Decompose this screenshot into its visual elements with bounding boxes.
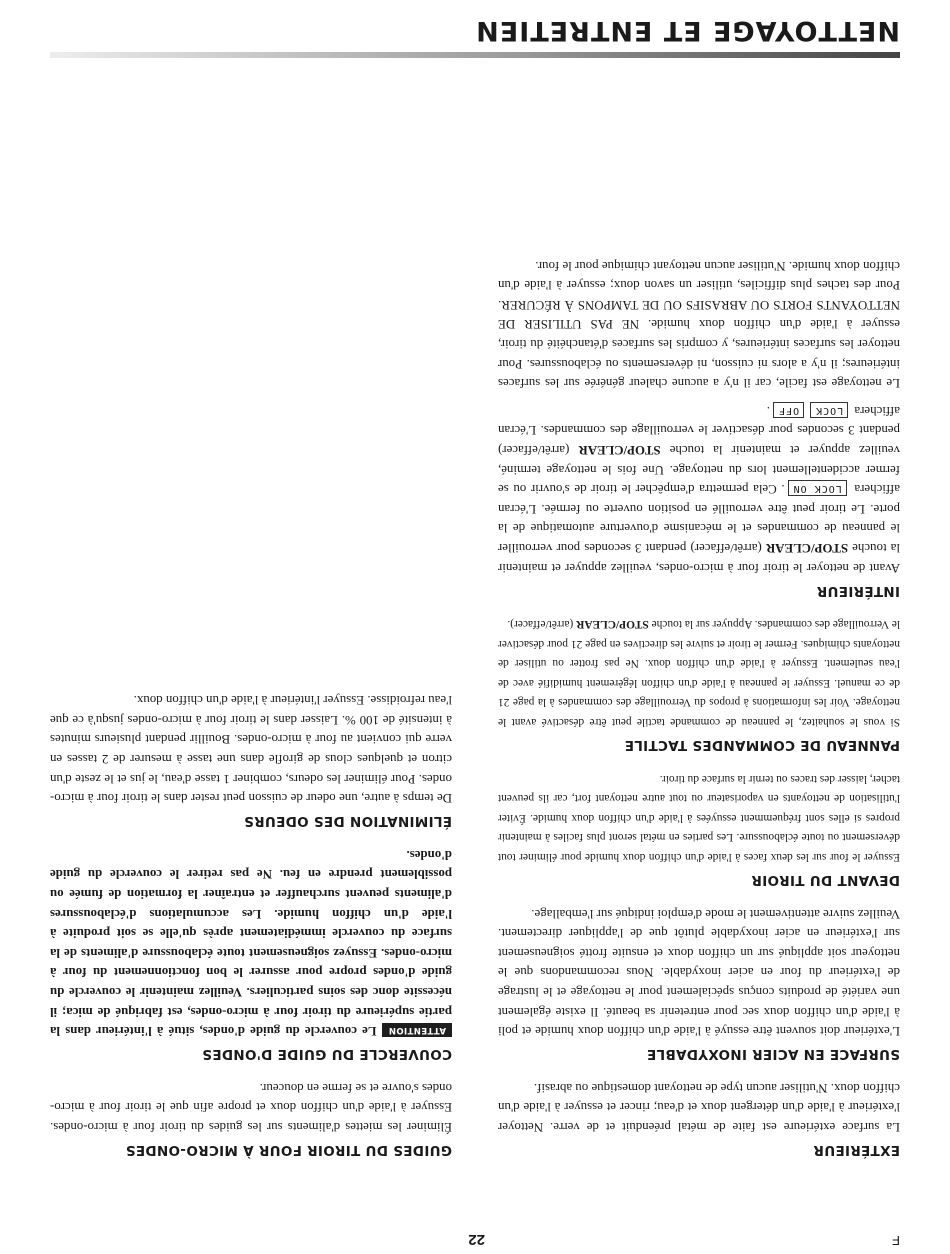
section-heading: EXTÉRIEUR	[813, 1142, 900, 1158]
section-heading: INTÉRIEUR	[816, 582, 900, 599]
page-title: NETTOYAGE ET ENTRETIEN	[475, 15, 900, 46]
text-run: (arrêt/effacer).	[507, 618, 574, 631]
section-heading: COUVERCLE DU GUIDE D'ONDES	[202, 1046, 452, 1063]
lcd-off-display: OFF	[773, 402, 804, 418]
section-exterior	[498, 1077, 900, 1158]
section-stainless	[498, 903, 900, 1062]
lcd-lock-on-display: LOCK ON	[788, 480, 847, 496]
stop-clear-key-label: STOP/CLEAR	[576, 618, 649, 631]
text-run: (arrêt/effacer) pendant 3 secondes pour désactiver le verrouillage des commandes. L'écran affichera	[498, 403, 900, 457]
section-text: Le nettoyage est facile, car il n'y a aucune chaleur générée sur les surfaces intérieures; il n'y a alors ni cuisson, ni déversements ou éclaboussures. Pour nettoyer les surfaces intérieures, y compris les surfaces d'étanchéité du tiroir, essuyer à l'aide d'un chiffon doux humide. NE PAS UTILISER DE NETTOYANTS FORTS OU ABRASIFS OU DE TAMPONS À RÉCURER. Pour des taches plus difficiles, utiliser un savon doux; essuyer à l'aide d'un chiffon doux humide. N'utiliser aucun nettoyant chimique pour le four.	[498, 258, 900, 391]
text-run: Avant de nettoyer le tiroir four à micro-ondes, veuillez appuyer et maintenir la touche	[498, 540, 900, 575]
left-column	[498, 240, 900, 1158]
section-drawer-front	[498, 768, 900, 888]
title-rule	[50, 52, 900, 58]
text-run: Si vous le souhaitez, le panneau de commande tactile peut être désactivé avant le nettoyage. Voir les informations à propos du Verrouillage des commandes à la page 21 de ce manuel. Essuyer le panneau à l'aide d'un chiffon légèrement humidifié avec de l'eau seulement. Essuyer à l'aide d'un chiffon doux. Ne pas frotter ou utiliser de nettoyants chimiques. Fermer le tiroir et suivre les directives en page 21 pour désactiver le Verrouillage des commandes. Appuyer sur la touche	[498, 618, 900, 729]
section-text	[50, 844, 452, 1040]
section-text: Éliminer les miettes d'aliments sur les guides du tiroir four à micro-ondes. Essuyer à l'aide d'un chiffon doux et propre afin que le tiroir four à micro-ondes s'ouvre et se ferme en douceur.	[50, 1080, 452, 1134]
section-text: L'extérieur doit souvent être essuyé à l'aide d'un chiffon doux humide et poli à l'aide d'un chiffon doux sec pour entretenir sa beauté. Il existe également une variété de produits conçus spécialement pour le nettoyage et le lustrage de l'extérieur du four en acier inoxydable. Nous recommandons que le nettoyeur soit appliqué sur un chiffon doux et ensuite frotté soigneusement sur l'extérieur en acier inoxydable plutôt que de l'appliquer directement. Veuillez suivre attentivement le mode d'emploi indiqué sur l'emballage.	[498, 906, 900, 1039]
section-control-panel	[498, 614, 900, 754]
text-run: (arrêt/effacer) pendant 3 secondes pour verrouiller le panneau de commandes et le mécanisme d'ouverture automatique de la porte. Le tiroir peut être verrouillé en position ouverte ou fermée. L'écran affichera	[498, 482, 900, 555]
stop-clear-key-label: STOP/CLEAR	[578, 442, 661, 457]
attention-badge: ATTENTION	[382, 1023, 452, 1037]
section-text	[498, 614, 900, 732]
section-heading: PANNEAU DE COMMANDES TACTILE	[624, 737, 900, 754]
section-waveguide-cover	[50, 844, 452, 1062]
right-column	[50, 675, 452, 1158]
section-text: Avant de nettoyer le tiroir four à micro-ondes, veuillez appuyer et maintenir la touche STOP/CLEAR (arrêt/effacer) pendant 3 secondes pour verrouiller le panneau de commandes et le mécanisme d'ouverture automatique de la porte. Le tiroir peut être verrouillé en position ouverte ou fermée. L'écran affichera LOCK ON. Cela permettra d'empêcher le tiroir de s'ouvrir ou se fermer accidentellement lors du nettoyage. Une fois le nettoyage terminé, veuillez appuyer et maintenir la touche STOP/CLEAR (arrêt/effacer) pendant 3 secondes pour désactiver le verrouillage des commandes. L'écran affichera LOCKOFF.	[498, 403, 900, 575]
section-heading: SURFACE EN ACIER INOXYDABLE	[646, 1046, 900, 1063]
section-heading: ÉLIMINATION DES ODEURS	[243, 813, 452, 830]
section-text: Essuyer le four sur les deux faces à l'aide d'un chiffon doux humide pour éliminer tout déversement ou toute éclaboussure. Les parties en métal seront plus faciles à maintenir propres si elles sont fréquemment essuyées à l'aide d'un chiffon doux humide. Éviter l'utilisation de nettoyants en vaporisateur ou tout autre nettoyant fort, car ils peuvent tacher, laisser des traces ou ternir la surface du tiroir.	[498, 772, 900, 864]
section-text: La surface extérieure est faite de métal préenduit et de verre. Nettoyer l'extérieur à l'aide d'un détergent doux et d'eau; rincer et essuyer à l'aide d'un chiffon doux. N'utiliser aucun type de nettoyant domestique ou abrasif.	[498, 1080, 900, 1134]
stop-clear-key-label: STOP/CLEAR	[765, 540, 849, 555]
lcd-lock-display: LOCK	[810, 402, 848, 418]
section-text: De temps à autre, une odeur de cuisson peut rester dans le tiroir four à micro-ondes. Pour éliminer les odeurs, combiner 1 tasse d'eau, le jus et le zeste d'un citron et quelques clous de girofle dans une tasse à mesurer de 2 tasses en verre qui convient au four à micro-ondes. Bouillir pendant plusieurs minutes à intensité de 100 %. Laisser dans le tiroir four à micro-ondes jusqu'à ce que l'eau refroidisse. Essuyer l'intérieur à l'aide d'un chiffon doux.	[50, 693, 452, 806]
text-run: . Cela permettra d'empêcher le tiroir de s'ouvrir ou se fermer accidentellement lors du nettoyage. Une fois le nettoyage terminé, veuillez appuyer et maintenir la touche	[498, 442, 900, 497]
section-drawer-guides	[50, 1077, 452, 1158]
page-language-letter: F	[892, 1233, 900, 1248]
section-heading: GUIDES DU TIROIR FOUR À MICRO-ONDES	[125, 1142, 452, 1158]
section-odor-removal	[50, 690, 452, 830]
section-heading: DEVANT DU TIROIR	[751, 872, 900, 889]
page-number: 22	[468, 1231, 485, 1248]
section-interior	[498, 255, 900, 599]
text-run: Le couvercle du guide d'ondes, situé à l'intérieur dans la partie supérieure du tiroir four à micro-ondes, est fabriqué de mica; il nécessite donc des soins particuliers. Veuillez maintenir le couvercle du guide d'ondes propre pour assurer le bon fonctionnement du four à micro-ondes. Essuyez soigneusement toute éclaboussure d'aliments de la surface du couvercle immédiatement après qu'elle se soit produite à l'aide d'un chiffon humide. Les accumulations d'éclaboussures d'aliments peuvent surchauffer et entraîner la formation de fumée ou possiblement prendre en feu. Ne pas retirer le couvercle du guide d'ondes.	[50, 847, 452, 1039]
